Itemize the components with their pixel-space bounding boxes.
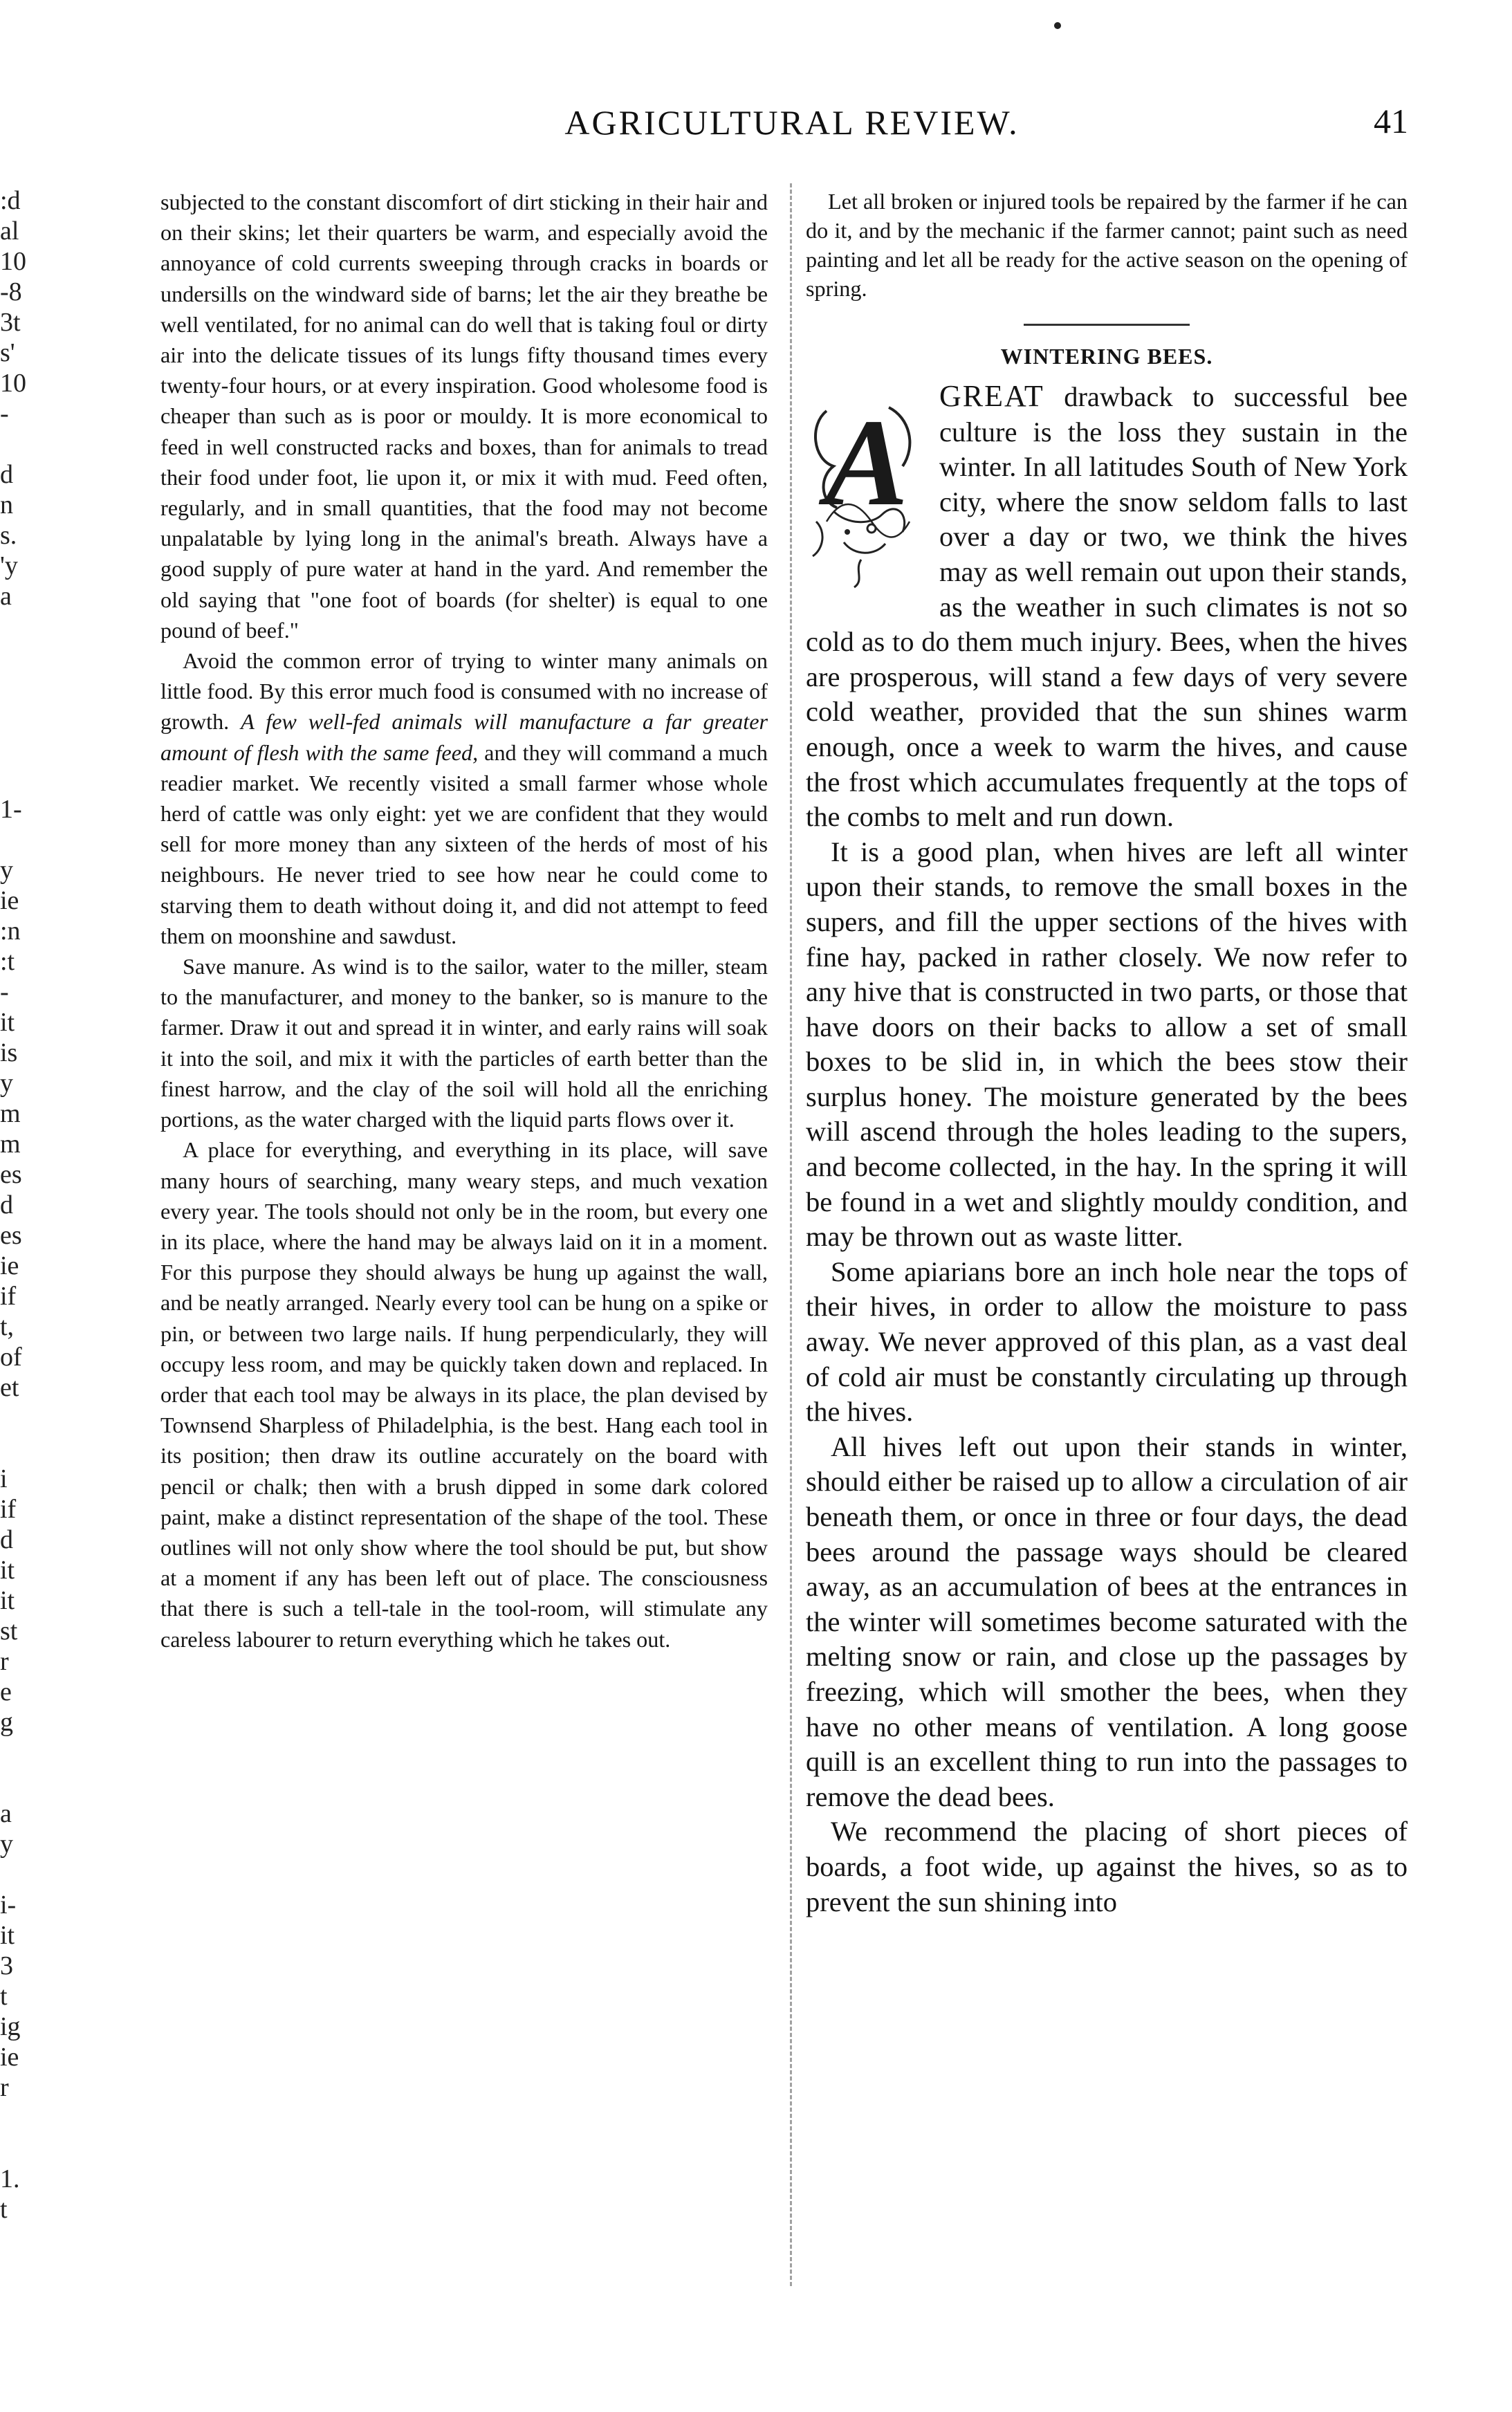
margin-fragment: -8 [0, 277, 22, 306]
ornamental-dropcap-icon [806, 383, 927, 591]
margin-fragment [0, 672, 48, 703]
margin-fragment: t [0, 1982, 8, 2011]
margin-fragment: :t [0, 947, 15, 976]
margin-fragment [0, 2103, 48, 2133]
margin-fragment: ie [0, 2043, 19, 2072]
margin-fragment: if [0, 1282, 17, 1311]
margin-fragment: 3t [0, 308, 21, 337]
margin-fragment: i- [0, 1890, 17, 1920]
margin-fragment: d [0, 1525, 13, 1554]
margin-fragment: t [0, 2195, 8, 2224]
margin-fragment [0, 2133, 48, 2164]
margin-fragment: s' [0, 338, 15, 367]
margin-fragment: 1. [0, 2164, 20, 2193]
paragraph-text: and they will command a much readier market. We recently visited a small farmer whose whole herd of cattle was only eight: yet we are confident that they would sell for more money than any sixteen of the herds of most of his neighbours. He never tried to see how near he could come to starving them to death without doing it, and did not attempt to feed them on moonshine and sawdust. [160, 739, 768, 948]
article-body [806, 379, 1408, 1920]
margin-fragment: m [0, 1130, 21, 1159]
margin-fragment [0, 642, 48, 672]
print-dot [1054, 22, 1061, 29]
margin-fragment [0, 1768, 48, 1798]
margin-fragment: it [0, 1008, 15, 1037]
paragraph: Let all broken or injured tools be repaired by the farmer if he can do it, and by the mechanic if the farmer cannot; paint such as need painting and let all be ready for the active season on the opening of spring. [806, 189, 1408, 301]
margin-fragment: y [0, 1830, 13, 1859]
margin-fragment: y [0, 1069, 13, 1098]
paragraph: A place for everything, and everything in its place, will save many hours of searching, many weary steps, and much vexation every year. The tools should not only be in the room, but every one in its place, where the hand may be always laid on it in a moment. For this purpose they should always be hung up against the wall, and be neatly arranged. Nearly every tool can be hung on a spike or pin, or between two large nails. If hung perpendicularly, they will occupy less room, and may be quickly taken down and replaced. In order that each tool may be always in its place, the plan devised by Townsend Sharpless of Philadelphia, is the best. Hang each tool in its position; then draw its outline accurately on the board with pencil or chalk; then with a brush dipped in some dark colored paint, make a distinct representation of the shape of the tool. These outlines will not only show where the tool should be put, but show at a moment if any has been left out of place. The consciousness that there is such a tell-tale in the tool-room, will stimulate any careless labourer to return everything which he takes out. [160, 1137, 768, 1652]
paragraph: It is a good plan, when hives are left all winter upon their stands, to remove the small boxes in the supers, and fill the upper sections of the hives with fine hay, packed in rather closely. We now refer to any hive that is constructed in two parts, or those that have doors on their backs to allow a set of small boxes to be slid in, in which the bees stow their surplus honey. The moisture generated by the bees will ascend through the holes leading to the supers, and become collected, in the hay. In the spring it will be found in a wet and slightly mouldy condition, and may be thrown out as waste litter. [806, 836, 1408, 1253]
margin-fragment: y [0, 856, 13, 885]
margin-fragment: - [0, 399, 9, 428]
margin-fragment: al [0, 217, 19, 246]
margin-fragment: it [0, 1921, 15, 1950]
margin-fragment: i [0, 1464, 8, 1493]
margin-fragment [0, 703, 48, 733]
margin-fragment [0, 1433, 48, 1464]
running-header: AGRICULTURAL REVIEW. [564, 103, 1020, 142]
margin-fragment [0, 764, 48, 794]
margin-fragment: et [0, 1373, 19, 1402]
italic-text: A few well-fed animals will manufacture a far greater amount of flesh with the same feed, [160, 709, 768, 765]
margin-fragment: r [0, 2073, 9, 2102]
margin-fragment [0, 2316, 48, 2346]
margin-fragment: :n [0, 917, 21, 946]
margin-fragment [0, 611, 48, 642]
margin-fragment: es [0, 1160, 22, 1189]
left-column [160, 187, 768, 2296]
section-rule [1024, 324, 1190, 326]
margin-fragment: n [0, 490, 13, 519]
margin-fragment: it [0, 1586, 15, 1615]
margin-fragment: d [0, 460, 13, 489]
margin-fragment: st [0, 1617, 18, 1646]
margin-fragment: es [0, 1221, 22, 1250]
right-column [806, 187, 1408, 1920]
margin-fragment: of [0, 1343, 22, 1372]
margin-fragment [0, 2225, 48, 2255]
margin-fragment: ie [0, 886, 19, 915]
lead-word: GREAT [939, 379, 1044, 413]
margin-fragment: 10 [0, 369, 26, 398]
margin-fragment [0, 825, 48, 855]
margin-fragment: is [0, 1038, 18, 1067]
margin-fragment: d [0, 1190, 13, 1219]
paragraph [160, 645, 768, 951]
margin-fragment [0, 2255, 48, 2285]
margin-fragment: 1- [0, 795, 22, 824]
section-title: WINTERING BEES. [1000, 344, 1213, 369]
paragraph: Some apiarians bore an inch hole near the tops of their hives, in order to allow the moisture to pass away. We never approved of this plan, as a vast deal of cold air must be constantly circulating up through the hives. [806, 1255, 1408, 1428]
margin-fragment: a [0, 1799, 12, 1828]
column-divider [790, 183, 792, 2286]
margin-fragment: s. [0, 521, 17, 550]
margin-fragment [0, 1403, 48, 1433]
paragraph: We recommend the placing of short pieces of boards, a foot wide, up against the hives, so as to prevent the sun shining into [806, 1816, 1408, 1917]
margin-fragment [0, 429, 48, 459]
margin-fragment: m [0, 1099, 21, 1128]
paragraph [806, 379, 1408, 835]
paragraph-text: drawback to successful bee culture is the loss they sustain in the winter. In all latitudes South of New York city, where the snow seldom falls to last over a day or two, we think the hives may as well remain out upon their stands, as the weather in such climates is not so cold as to do them much injury. Bees, when the hives are prosperous, will stand a few days of very severe cold weather, provided that the sun shines warm enough, once a week to warm the hives, and cause the frost which accumulates frequently at the tops of the combs to melt and run down. [806, 381, 1408, 833]
dropcap-letter: A [824, 394, 909, 531]
margin-fragment: - [0, 977, 9, 1006]
margin-fragment: 'y [0, 551, 18, 580]
margin-fragment: a [0, 582, 12, 611]
margin-fragment: 10 [0, 247, 26, 276]
margin-fragment: r [0, 1647, 9, 1676]
margin-fragment [0, 733, 48, 764]
margin-fragment: t, [0, 1312, 15, 1341]
margin-fragment: 3 [0, 1951, 13, 1980]
paragraph: All hives left out upon their stands in winter, should either be raised up to allow a circulation of air beneath them, or once in three or four days, the dead bees around the passage ways should be cleared away, as an accumulation of bees at the entrances in the winter will sometimes become saturated with the melting snow or rain, and close up the passages by freezing, which will smother the bees, when they have no other means of ventilation. A long goose quill is an excellent thing to run into the passages to remove the dead bees. [806, 1430, 1408, 1812]
margin-bleed-fragments [0, 185, 48, 2346]
paragraph: Save manure. As wind is to the sailor, water to the miller, steam to the manufacturer, and money to the banker, so is manure to the farmer. Draw it out and spread it in winter, and early rains will soak it into the soil, and mix it with the particles of earth better than the finest harrow, and the clay of the soil will hold all the enriching portions, as the water charged with the liquid parts flows over it. [160, 954, 768, 1132]
margin-fragment: :d [0, 186, 21, 215]
margin-fragment [0, 2285, 48, 2316]
margin-fragment: it [0, 1556, 15, 1585]
margin-fragment: ie [0, 1251, 19, 1280]
margin-fragment: ig [0, 2012, 21, 2041]
margin-fragment: if [0, 1495, 17, 1524]
margin-fragment: g [0, 1708, 13, 1737]
paragraph: subjected to the constant discomfort of dirt sticking in their hair and on their skins; let their quarters be warm, and especially avoid the annoyance of cold currents sweeping through cracks in boards or undersills on the windward side of barns; let the air they breathe be well ventilated, for no animal can do well that is taking foul or dirty air into the delicate tissues of its lungs fifty thousand times every twenty-four hours, or at every inspiration. Good wholesome food is cheaper than such as is poor or mouldy. It is more economical to feed in well constructed racks and boxes, than for animals to tread their food under foot, lie upon it, or mix it with mud. Feed often, regularly, and in small quantities, that the food may not become unpalatable by lying long in the animal's breath. Always have a good supply of pure water at hand in the yard. And remember the old saying that "one foot of boards (for shelter) is equal to one pound of beef." [160, 190, 768, 643]
page-number: 41 [1374, 102, 1408, 140]
margin-fragment: e [0, 1677, 12, 1706]
margin-fragment [0, 1859, 48, 1890]
margin-fragment [0, 1738, 48, 1768]
paragraph-text: Avoid the common error of trying to winter many animals on little food. By this error much food is consumed with no increase of growth. [160, 648, 768, 735]
